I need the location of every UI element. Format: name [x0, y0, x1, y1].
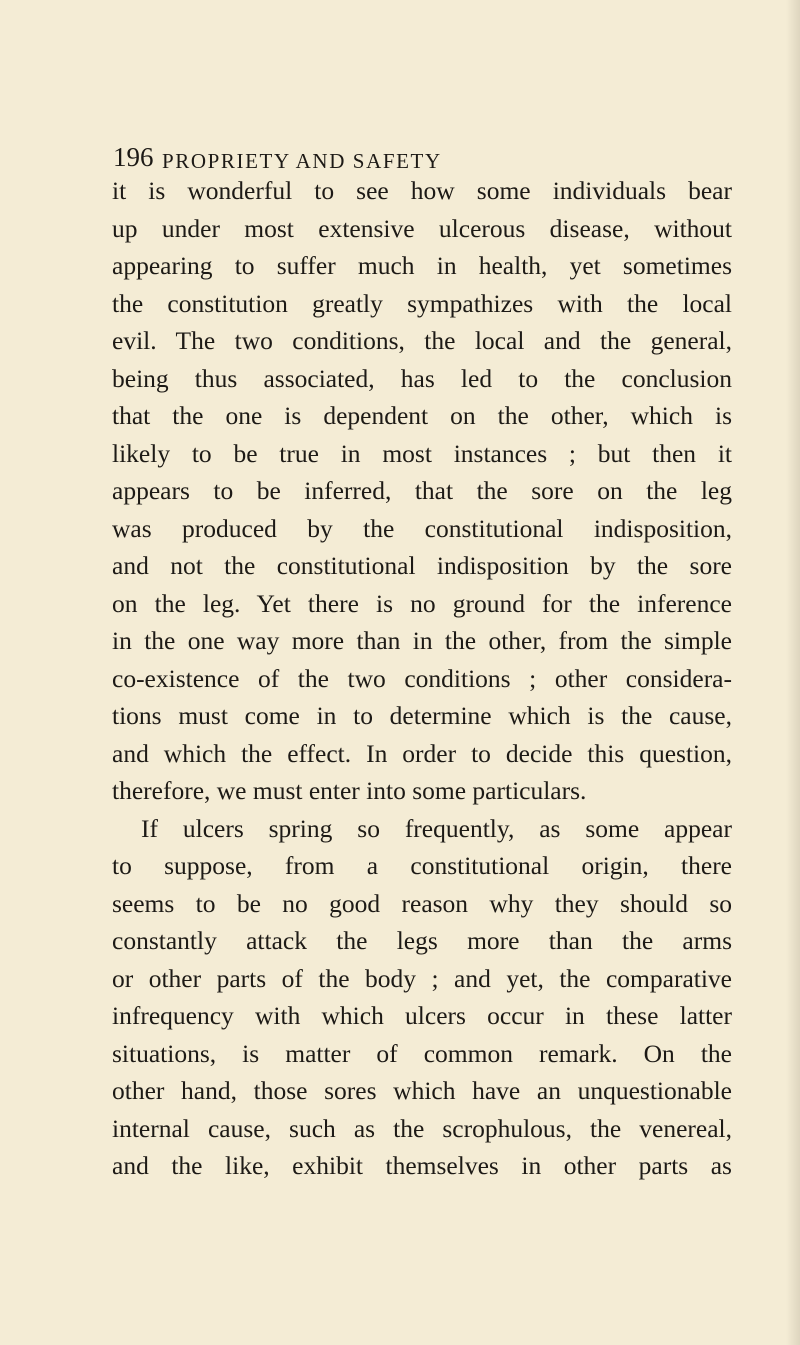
text-line: and not the constitutional indisposition by the sore: [112, 551, 732, 580]
text-line: the constitution greatly sympathizes with the local: [112, 288, 732, 318]
paragraph-start-line: If ulcers spring so frequently, as some appear: [141, 813, 732, 843]
text-line: and the like, exhibit themselves in other parts as: [112, 1151, 732, 1180]
text-line: being thus associated, has led to the conclusion: [112, 363, 732, 393]
text-line: it is wonderful to see how some individuals bear: [112, 176, 732, 205]
text-line: up under most extensive ulcerous disease, without: [112, 213, 732, 243]
text-line: and which the effect. In order to decide this question,: [112, 738, 732, 768]
page-number: 196: [113, 142, 154, 172]
text-line: was produced by the constitutional indisposition,: [112, 513, 732, 543]
text-line: therefore, we must enter into some particulars.: [112, 776, 587, 805]
text-line: or other parts of the body ; and yet, the comparative: [112, 963, 732, 993]
text-line: other hand, those sores which have an unquestionable: [112, 1076, 732, 1105]
text-line: evil. The two conditions, the local and the general,: [112, 326, 732, 355]
text-line: co-existence of the two conditions ; other considera-: [112, 663, 732, 693]
text-line: that the one is dependent on the other, which is: [112, 401, 732, 430]
text-line: appearing to suffer much in health, yet sometimes: [112, 251, 732, 280]
text-line: on the leg. Yet there is no ground for the inference: [112, 588, 732, 618]
text-line: constantly attack the legs more than the arms: [112, 926, 732, 955]
text-line: likely to be true in most instances ; but then it: [112, 438, 732, 468]
body-text: [112, 172, 732, 1185]
text-line: seems to be no good reason why they should so: [112, 888, 732, 918]
running-head: PROPRIETY AND SAFETY: [162, 149, 442, 173]
text-line: in the one way more than in the other, from the simple: [112, 626, 732, 655]
page-edge-shadow: [786, 0, 800, 1345]
text-line: situations, is matter of common remark. On the: [112, 1038, 732, 1068]
text-line: tions must come in to determine which is the cause,: [112, 701, 732, 730]
text-line: internal cause, such as the scrophulous, the venereal,: [112, 1113, 732, 1143]
text-line: infrequency with which ulcers occur in these latter: [112, 1001, 732, 1030]
text-line: appears to be inferred, that the sore on the leg: [112, 476, 732, 505]
text-line: to suppose, from a constitutional origin, there: [112, 851, 732, 880]
